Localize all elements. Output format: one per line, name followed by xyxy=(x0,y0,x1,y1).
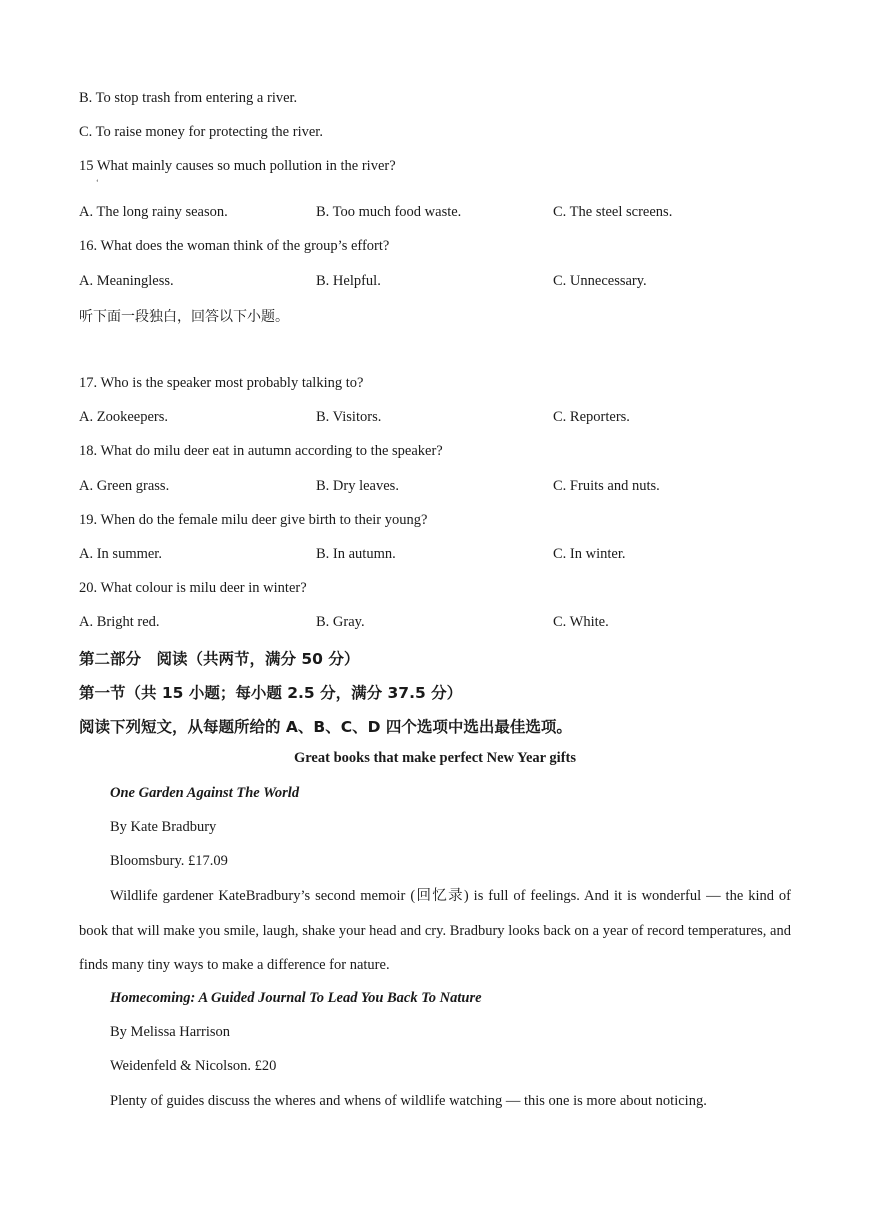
article-title: Great books that make perfect New Year gifts xyxy=(293,750,577,766)
q16-option-b: B. Helpful. xyxy=(316,273,381,289)
q18-option-c: C. Fruits and nuts. xyxy=(553,478,660,494)
q15-option-b: B. Too much food waste. xyxy=(316,204,462,220)
book-1-author: By Kate Bradbury xyxy=(110,819,217,835)
q17-option-c: C. Reporters. xyxy=(553,409,630,425)
part2-heading: 第二部分 阅读（共两节，满分 50 分） xyxy=(79,650,360,668)
q19-option-a: A. In summer. xyxy=(79,546,162,562)
question-15: 15 What mainly causes so much pollution in the river? xyxy=(79,158,396,174)
q14-option-b: B. To stop trash from entering a river. xyxy=(79,90,298,106)
q14-option-c: C. To raise money for protecting the river. xyxy=(79,124,323,140)
question-17: 17. Who is the speaker most probably talking to? xyxy=(79,375,364,391)
section1-heading: 第一节（共 15 小题；每小题 2.5 分，满分 37.5 分） xyxy=(79,684,463,702)
book-1-publisher: Bloomsbury. £17.09 xyxy=(110,853,228,869)
q17-option-a: A. Zookeepers. xyxy=(79,409,168,425)
q19-option-b: B. In autumn. xyxy=(316,546,396,562)
book-2-description xyxy=(79,1084,791,1119)
q18-option-a: A. Green grass. xyxy=(79,478,170,494)
q16-option-c: C. Unnecessary. xyxy=(553,273,647,289)
monologue-instruction: 听下面一段独白，回答以下小题。 xyxy=(79,309,289,325)
book-1-description xyxy=(79,879,791,983)
q20-option-a: A. Bright red. xyxy=(79,614,160,630)
question-20: 20. What colour is milu deer in winter? xyxy=(79,580,307,596)
question-19: 19. When do the female milu deer give birth to their young? xyxy=(79,512,428,528)
q17-option-b: B. Visitors. xyxy=(316,409,382,425)
book-2-description-text: Plenty of guides discuss the wheres and whens of wildlife watching — this one is more about noticing. xyxy=(110,1093,707,1109)
q15-option-c: C. The steel screens. xyxy=(553,204,673,220)
book-2-author: By Melissa Harrison xyxy=(110,1024,231,1040)
q15-option-a: A. The long rainy season. xyxy=(79,204,228,220)
q16-option-a: A. Meaningless. xyxy=(79,273,174,289)
stray-mark: ʻ xyxy=(96,178,99,187)
q18-option-b: B. Dry leaves. xyxy=(316,478,399,494)
q19-option-c: C. In winter. xyxy=(553,546,626,562)
question-18: 18. What do milu deer eat in autumn according to the speaker? xyxy=(79,443,443,459)
q20-option-b: B. Gray. xyxy=(316,614,365,630)
book-2-title: Homecoming: A Guided Journal To Lead You Back To Nature xyxy=(110,990,482,1006)
book-2-publisher: Weidenfeld & Nicolson. £20 xyxy=(110,1058,277,1074)
q20-option-c: C. White. xyxy=(553,614,609,630)
book-1-title: One Garden Against The World xyxy=(110,785,300,801)
book-1-description-text: Wildlife gardener KateBradbury’s second memoir (回忆录) is full of feelings. And it is wonderful — the kind of book that will make you smile, laugh, shake your head and cry. Bradbury looks back on a year of record temperatures, and finds many tiny ways to make a difference for nature. xyxy=(79,888,791,973)
question-16: 16. What does the woman think of the group’s effort? xyxy=(79,238,390,254)
reading-instruction: 阅读下列短文，从每题所给的 A、B、C、D 四个选项中选出最佳选项。 xyxy=(79,718,572,736)
